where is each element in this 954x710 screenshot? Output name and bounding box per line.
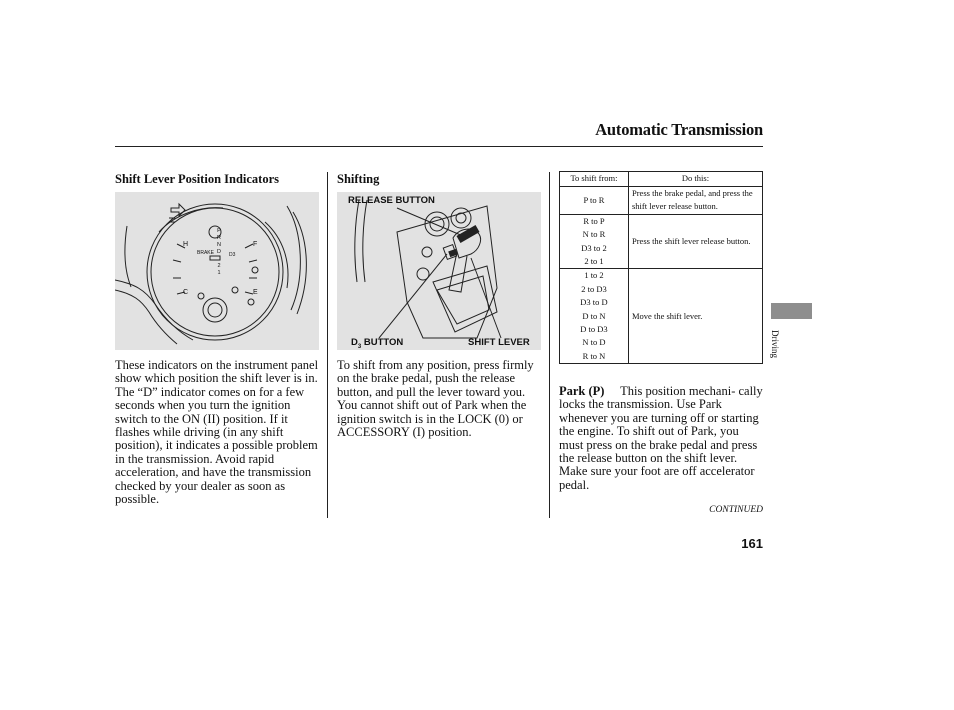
from-item: D3 to 2 — [581, 242, 607, 253]
page-number: 161 — [741, 536, 763, 551]
shift-table — [559, 171, 763, 364]
from-item: R to P — [583, 215, 605, 226]
table-header-row — [560, 172, 763, 187]
table-cell-from — [560, 269, 629, 364]
label-d3-button — [351, 337, 403, 350]
label-shift-lever: SHIFT LEVER — [468, 337, 530, 348]
table-header-from: To shift from: — [560, 172, 629, 187]
table-cell-do: Move the shift lever. — [629, 269, 763, 364]
indicator-text — [115, 359, 323, 506]
table-header-do: Do this: — [629, 172, 763, 187]
continued-note: CONTINUED — [709, 505, 763, 515]
gauge-label-f: F — [253, 241, 258, 248]
from-item: R to N — [582, 350, 606, 361]
gear-letter: D — [217, 249, 221, 255]
paragraph: To shift from any position, press firmly on the brake pedal, push the release button, and pull the lever toward you. You cannot shift out of Park when the ignition switch is in the LOCK (0) or ACCESSORY (I) position. — [337, 358, 534, 440]
shifting-text — [337, 359, 543, 439]
column-divider-1 — [327, 172, 328, 518]
paragraph: These indicators on the instrument panel show which position the shift lever is in. — [115, 358, 319, 386]
shift-lever-svg — [337, 192, 541, 350]
table-row — [560, 269, 763, 364]
park-term: Park (P) — [559, 384, 605, 398]
from-item: P to R — [583, 194, 605, 205]
paragraph: The “D” indicator comes on for a few seconds when you turn the ignition switch to the ON (II) position. If it flashes while driving (in any shift position), it indicates a possible problem in the transmission. Avoid rapid acceleration, and have the transmission checked by your dealer as soon as possible. — [115, 384, 318, 507]
from-item: 1 to 2 — [584, 270, 604, 281]
from-item: 2 to 1 — [584, 256, 604, 267]
from-item: D3 to D — [580, 297, 608, 308]
paragraph — [559, 385, 765, 492]
gauge-svg — [115, 192, 319, 350]
shift-table-wrapper — [559, 171, 763, 364]
table-cell-do: Press the shift lever release button. — [629, 214, 763, 269]
section-heading-indicators: Shift Lever Position Indicators — [115, 172, 280, 186]
column-divider-2 — [549, 172, 550, 518]
label-d3-subscript: 3 — [357, 343, 362, 350]
gear-letter: R — [217, 235, 221, 241]
label-release-button: RELEASE BUTTON — [348, 195, 435, 206]
page-title: Automatic Transmission — [595, 120, 763, 139]
table-cell-from — [560, 214, 629, 269]
table-row — [560, 187, 763, 215]
from-item: D to N — [582, 310, 606, 321]
gauge-illustration — [115, 192, 319, 350]
from-item: N to R — [582, 229, 606, 240]
table-cell-from — [560, 187, 629, 215]
gauge-label-e: E — [253, 289, 258, 296]
from-item: 2 to D3 — [581, 283, 607, 294]
label-d3-letter: D — [351, 337, 358, 348]
section-tab — [771, 303, 812, 319]
gear-letter: P — [217, 228, 221, 234]
gauge-label-d3: D3 — [229, 252, 236, 258]
park-text — [559, 385, 765, 492]
park-description: This position mechani- cally locks the transmission. Use Park whenever you are turning off or starting the engine. To shift out of Park, you must press on the brake pedal and press the release button on the shift lever. Make sure your foot are off accelerator pedal. — [559, 384, 763, 492]
shift-lever-illustration — [337, 192, 541, 350]
gear-letter: N — [217, 242, 221, 248]
table-cell-do: Press the brake pedal, and press the shift lever release button. — [629, 187, 763, 215]
from-item: N to D — [582, 337, 606, 348]
table-row — [560, 214, 763, 269]
gauge-label-brake: BRAKE — [197, 250, 214, 256]
section-tab-label: Driving — [770, 330, 780, 358]
from-item: D to D3 — [580, 324, 608, 335]
gear-letter: 1 — [217, 270, 221, 276]
section-heading-shifting: Shifting — [337, 172, 380, 186]
title-rule — [115, 146, 763, 147]
label-d3-rest: BUTTON — [361, 337, 404, 348]
gauge-label-h: H — [183, 241, 189, 248]
gear-letter: 2 — [217, 263, 221, 269]
gauge-label-c: C — [183, 289, 189, 296]
